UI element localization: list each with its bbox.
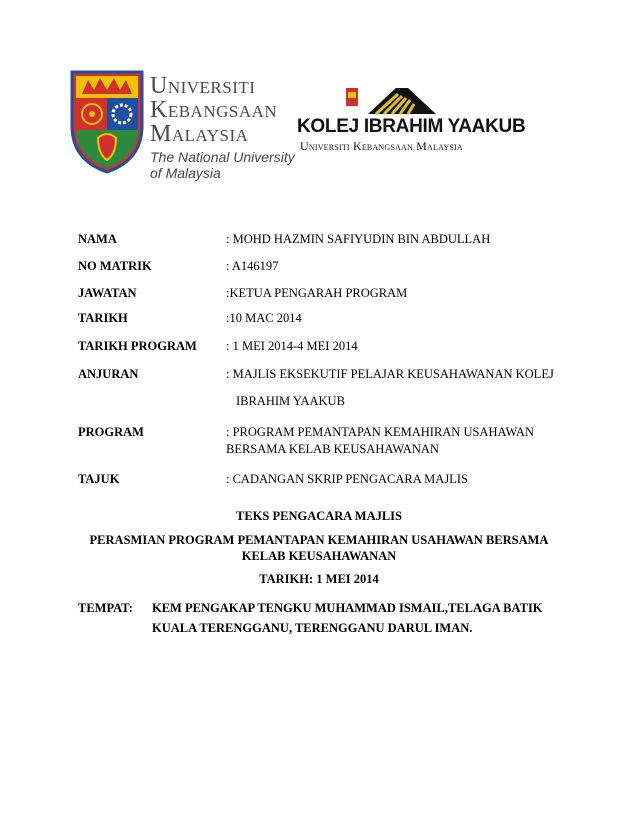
- event-title-line-2: KELAB KEUSAHAWANAN: [241, 549, 397, 563]
- venue-line-2: KUALA TERENGGANU, TERENGGANU DARUL IMAN.: [152, 621, 473, 635]
- script-heading: TEKS PENGACARA MAJLIS: [236, 509, 402, 523]
- ukm-crest-icon: [68, 68, 146, 176]
- field-label-nama: NAMA: [78, 232, 117, 246]
- field-label-no-matrik: NO MATRIK: [78, 259, 152, 273]
- field-value-anjuran: : MAJLIS EKSEKUTIF PELAJAR KEUSAHAWANAN KOLEJ: [226, 367, 554, 381]
- field-value-jawatan: :KETUA PENGARAH PROGRAM: [226, 286, 408, 300]
- field-value-anjuran-cont: IBRAHIM YAAKUB: [236, 394, 345, 408]
- field-label-jawatan: JAWATAN: [78, 286, 137, 300]
- ukm-sub-2: of Malaysia: [150, 165, 221, 181]
- field-value-no-matrik: : A146197: [226, 259, 279, 273]
- ukm-sub-1: The National University: [150, 149, 295, 165]
- ukm-line-3: Malaysia: [150, 121, 249, 147]
- kiy-title: KOLEJ IBRAHIM YAAKUB: [297, 116, 526, 137]
- field-label-anjuran: ANJURAN: [78, 367, 139, 381]
- field-value-tarikh: :10 MAC 2014: [226, 311, 302, 325]
- ukm-line-2: Kebangsaan: [150, 97, 278, 123]
- event-title-line-1: PERASMIAN PROGRAM PEMANTAPAN KEMAHIRAN USAHAWAN BERSAMA: [89, 533, 549, 547]
- ukm-wordmark: [150, 74, 295, 180]
- field-value-program: : PROGRAM PEMANTAPAN KEMAHIRAN USAHAWAN: [226, 425, 534, 439]
- kiy-subtitle: Universiti Kebangsaan Malaysia: [300, 139, 463, 153]
- kiy-crest-icon: [346, 86, 442, 116]
- field-label-tarikh: TARIKH: [78, 311, 128, 325]
- ukm-line-1: Universiti: [150, 73, 256, 99]
- field-label-program: PROGRAM: [78, 425, 144, 439]
- field-value-tajuk: : CADANGAN SKRIP PENGACARA MAJLIS: [226, 472, 468, 486]
- field-value-nama: : MOHD HAZMIN SAFIYUDIN BIN ABDULLAH: [226, 232, 491, 246]
- field-label-tarikh-program: TARIKH PROGRAM: [78, 339, 197, 353]
- field-value-tarikh-program: : 1 MEI 2014-4 MEI 2014: [226, 339, 358, 353]
- field-label-tajuk: TAJUK: [78, 472, 120, 486]
- field-value-program-cont: BERSAMA KELAB KEUSAHAWANAN: [226, 442, 439, 456]
- venue-label: TEMPAT:: [78, 601, 133, 615]
- venue-line-1: KEM PENGAKAP TENGKU MUHAMMAD ISMAIL,TELAGA BATIK: [152, 601, 543, 615]
- event-date: TARIKH: 1 MEI 2014: [259, 572, 379, 586]
